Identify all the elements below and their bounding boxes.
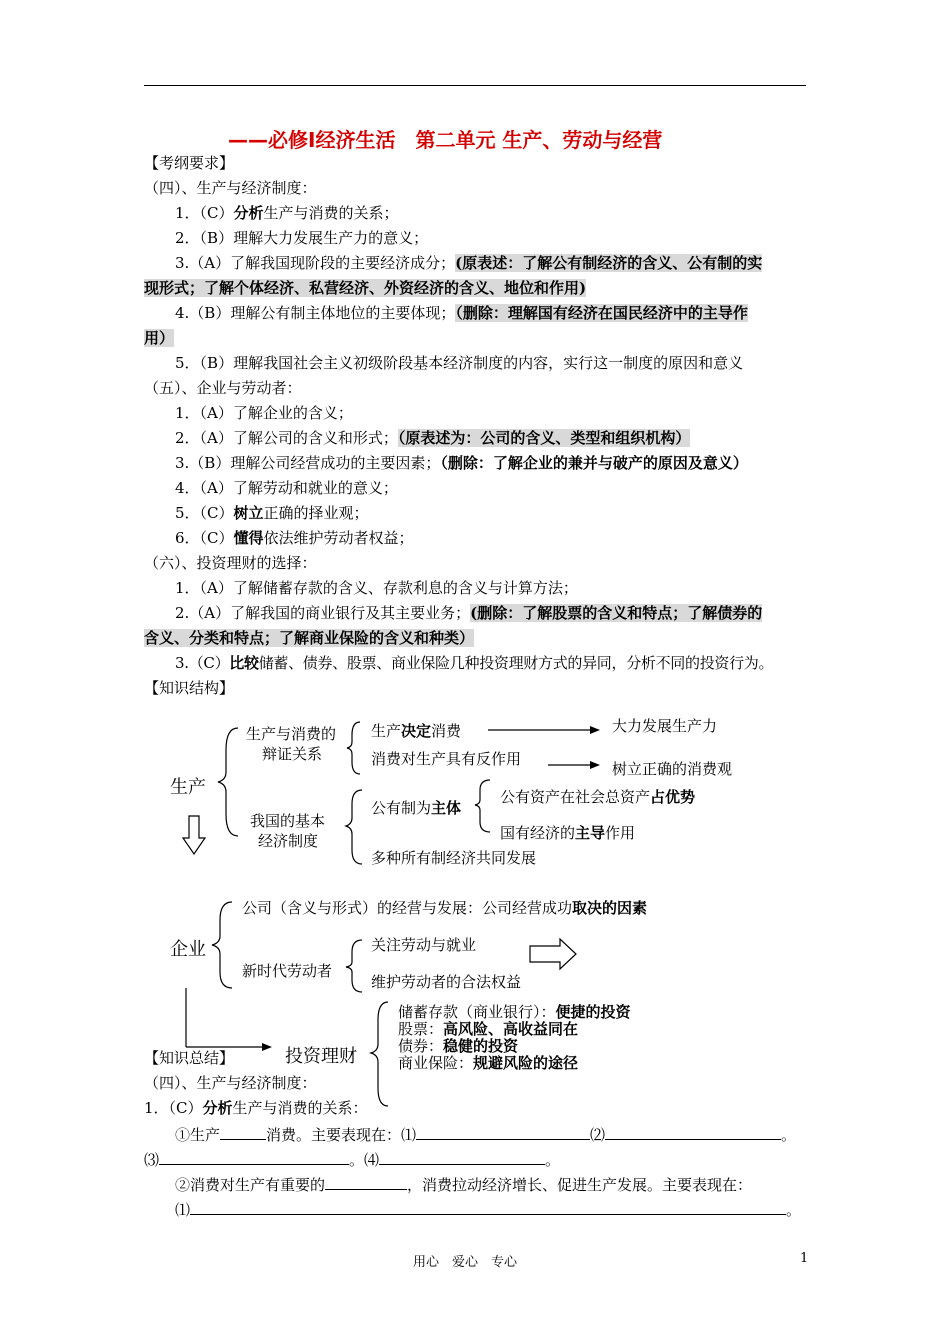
outline-item-5-3: 3.（B）理解公司经营成功的主要因素；（删除：了解企业的兼并与破产的原因及意义） bbox=[175, 454, 748, 472]
outline-item-4-4-cont: 用） bbox=[144, 329, 175, 347]
node-investment: 投资理财 bbox=[285, 1046, 357, 1067]
production-brace bbox=[218, 728, 238, 836]
outline-item-5-1: 1．（A）了解企业的含义； bbox=[175, 404, 353, 422]
node-consumption-reacts: 消费对生产具有反作用 bbox=[371, 750, 522, 768]
node-company: 公司（含义与形式）的经营与发展：公司经营成功取决的因素 bbox=[242, 899, 648, 917]
footer-motto: 用心 爱心 专心 bbox=[413, 1255, 518, 1270]
summary-question-2: ②消费对生产有重要的 ，消费拉动经济增长、促进生产发展。主要表现在： bbox=[175, 1176, 753, 1194]
blank-field[interactable] bbox=[325, 1175, 407, 1190]
blank-field[interactable] bbox=[379, 1150, 545, 1165]
section-5-heading: （五）、企业与劳动者： bbox=[144, 379, 302, 397]
node-relation-line1: 生产与消费的 bbox=[246, 725, 337, 743]
outline-item-4-5: 5．（B）理解我国社会主义初级阶段基本经济制度的内容，实行这一制度的原因和意义 bbox=[175, 354, 744, 372]
outline-item-6-2: 2.（A）了解我国的商业银行及其主要业务；(删除：了解股票的含义和特点；了解债券的 bbox=[175, 604, 763, 622]
summary-question-1: ①生产 消费。主要表现在：⑴ ⑵ 。 bbox=[175, 1126, 797, 1144]
node-system-line2: 经济制度 bbox=[258, 832, 319, 850]
node-public-assets: 公有资产在社会总资产占优势 bbox=[500, 788, 696, 806]
structure-heading: 【知识结构】 bbox=[144, 679, 235, 697]
node-new-worker: 新时代劳动者 bbox=[242, 962, 333, 980]
worker-brace bbox=[346, 940, 362, 992]
outline-item-6-2-cont: 含义、分类和特点；了解商业保险的含义和种类） bbox=[144, 629, 475, 647]
node-enterprise: 企业 bbox=[170, 939, 206, 960]
arrowhead-invest bbox=[262, 1043, 272, 1051]
node-focus-employment: 关注劳动与就业 bbox=[371, 936, 477, 954]
hollow-right-arrow bbox=[530, 939, 576, 969]
page-title: ——必修Ⅰ经济生活 第二单元 生产、劳动与经营 bbox=[228, 128, 663, 152]
public-brace bbox=[475, 780, 490, 832]
blank-field[interactable] bbox=[605, 1125, 781, 1140]
relation-brace bbox=[347, 722, 360, 774]
system-brace bbox=[346, 790, 362, 864]
outline-item-6-1: 1．（A）了解储蓄存款的含义、存款利息的含义与计算方法； bbox=[175, 579, 578, 597]
blank-field[interactable] bbox=[190, 1200, 786, 1215]
outline-heading: 【考纲要求】 bbox=[144, 154, 235, 172]
node-public-dominant: 公有制为主体 bbox=[371, 799, 462, 817]
node-state-economy: 国有经济的主导作用 bbox=[500, 824, 636, 842]
node-consumption-view: 树立正确的消费观 bbox=[612, 760, 733, 778]
outline-item-6-3: 3.（C）比较储蓄、债券、股票、商业保险几种投资理财方式的异同，分析不同的投资行为。 bbox=[175, 654, 774, 672]
enterprise-brace bbox=[212, 902, 232, 988]
node-stock: 股票：高风险、高收益同在 bbox=[398, 1020, 579, 1038]
outline-item-4-3: 3.（A）了解我国现阶段的主要经济成分；(原表述：了解公有制经济的含义、公有制的实 bbox=[175, 254, 763, 272]
node-production-decides: 生产决定消费 bbox=[371, 722, 462, 740]
page-number: 1 bbox=[800, 1251, 809, 1266]
node-develop-productivity: 大力发展生产力 bbox=[612, 717, 718, 735]
summary-item-1: 1．（C）分析生产与消费的关系： bbox=[144, 1099, 368, 1117]
summary-question-1-cont: ⑶ 。⑷ 。 bbox=[144, 1151, 561, 1169]
outline-item-5-2: 2．（A）了解公司的含义和形式；（原表述为：公司的含义、类型和组织机构） bbox=[175, 429, 691, 447]
outline-item-4-2: 2．（B）理解大力发展生产力的意义； bbox=[175, 229, 429, 247]
summary-question-2-cont: ⑴ 。 bbox=[175, 1201, 802, 1219]
outline-item-5-5: 5．（C）树立正确的择业观； bbox=[175, 504, 369, 522]
node-savings: 储蓄存款（商业银行）：便捷的投资 bbox=[398, 1003, 631, 1021]
node-insurance: 商业保险：规避风险的途径 bbox=[398, 1054, 579, 1072]
outline-item-4-1: 1．（C）分析生产与消费的关系； bbox=[175, 204, 399, 222]
blank-field[interactable] bbox=[416, 1125, 590, 1140]
section-6-heading: （六）、投资理财的选择： bbox=[144, 554, 317, 572]
arrowhead-develop bbox=[590, 726, 600, 734]
node-production: 生产 bbox=[170, 777, 206, 798]
summary-heading: 【知识总结】 bbox=[144, 1049, 235, 1067]
summary-section-4: （四）、生产与经济制度： bbox=[144, 1074, 317, 1092]
hollow-down-arrow bbox=[183, 816, 205, 854]
node-system-line1: 我国的基本 bbox=[250, 812, 326, 830]
section-4-heading: （四）、生产与经济制度： bbox=[144, 179, 317, 197]
node-bond: 债券：稳健的投资 bbox=[398, 1037, 519, 1055]
outline-item-4-3-cont: 现形式；了解个体经济、私营经济、外资经济的含义、地位和作用) bbox=[144, 279, 587, 297]
invest-brace bbox=[371, 1002, 388, 1106]
outline-item-5-4: 4．（A）了解劳动和就业的意义； bbox=[175, 479, 398, 497]
arrowhead-consume-view bbox=[590, 761, 600, 769]
outline-item-4-4: 4.（B）理解公有制主体地位的主要体现；（删除：理解国有经济在国民经济中的主导作 bbox=[175, 304, 748, 322]
blank-field[interactable] bbox=[220, 1125, 266, 1140]
blank-field[interactable] bbox=[159, 1150, 349, 1165]
node-relation-line2: 辩证关系 bbox=[262, 745, 323, 763]
outline-item-5-6: 6．（C）懂得依法维护劳动者权益； bbox=[175, 529, 414, 547]
node-multiple-ownership: 多种所有制经济共同发展 bbox=[371, 849, 537, 867]
node-worker-rights: 维护劳动者的合法权益 bbox=[371, 973, 522, 991]
